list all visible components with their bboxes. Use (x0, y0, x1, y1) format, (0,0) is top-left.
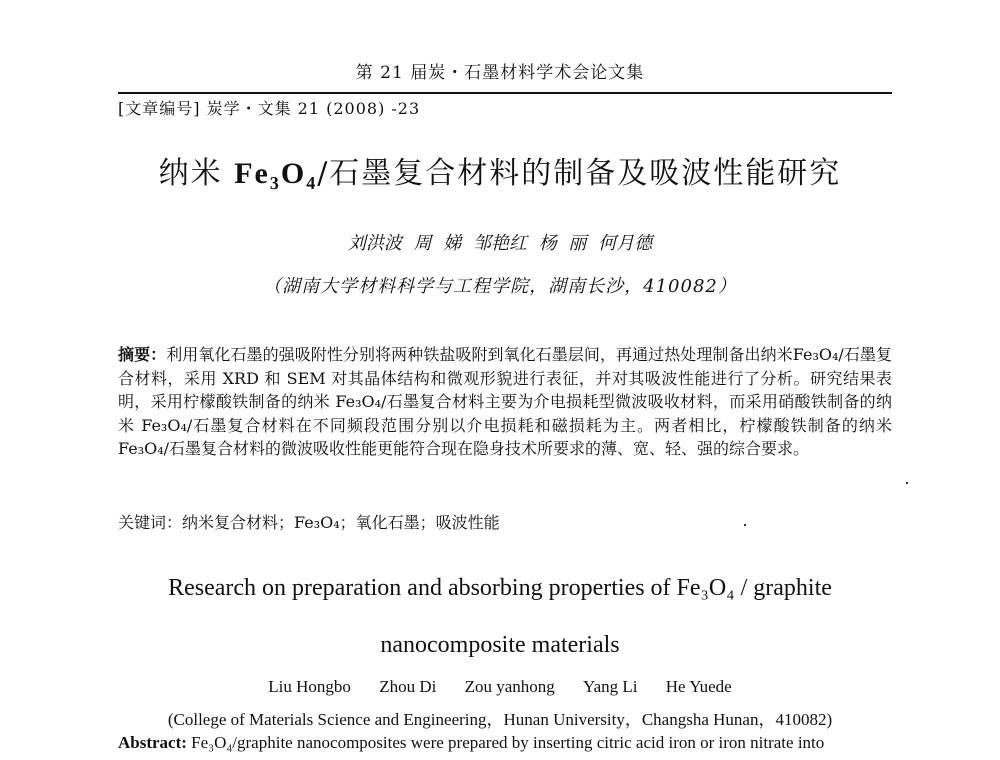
chinese-abstract (118, 343, 892, 461)
scan-speck (744, 524, 746, 526)
english-authors (0, 677, 1000, 697)
title-chemical: Fe₃O₄ (234, 157, 318, 190)
english-affiliation: (College of Materials Science and Engineering，Hunan University，Changsha Hunan，410082) (167, 710, 833, 729)
english-title-line2: nanocomposite materials (380, 632, 620, 658)
english-title-line1: Research on preparation and absorbing properties of Fe₃O₄ / graphite (168, 575, 832, 601)
header-rule (118, 92, 892, 94)
chinese-affiliation: （湖南大学材料科学与工程学院，湖南长沙，410082） (263, 276, 737, 297)
chinese-keywords (118, 510, 892, 533)
english-abstract (118, 733, 892, 753)
author-name: Zou yanhong (464, 677, 555, 696)
english-abstract-label: Abstract: (118, 733, 187, 752)
scan-speck (906, 482, 908, 484)
title-prefix: 纳米 (158, 156, 235, 191)
keywords-label: 关键词： (118, 513, 183, 532)
abstract-text: 利用氧化石墨的强吸附性分别将两种铁盐吸附到氧化石墨层间，再通过热处理制备出纳米Fe₃O₄/石墨复合材料，采用 XRD 和 SEM 对其晶体结构和微观形貌进行表征，并对其吸波性能进行了分析。研究结果表明，采用柠檬酸铁制备的纳米 Fe₃O₄/石墨复合材料主要为介电损耗型微波吸收材料，而采用硝酸铁制备的纳米 Fe₃O₄/石墨复合材料在不同频段范围分别以介电损耗和磁损耗为主。两者相比，柠檬酸铁制备的纳米 Fe₃O₄/石墨复合材料的微波吸收性能更能符合现在隐身技术所要求的薄、宽、轻、强的综合要求。 (118, 345, 892, 458)
chinese-title (0, 148, 1000, 192)
author-name: Liu Hongbo (268, 677, 351, 696)
journal-header: 第 21 届炭・石墨材料学术会论文集 (355, 63, 645, 83)
author-name: Yang Li (583, 677, 638, 696)
article-number: [文章编号] 炭学・文集 21 (2008) -23 (118, 99, 421, 118)
english-abstract-text: Fe₃O₄/graphite nanocomposites were prepared by inserting citric acid iron or iron nitrate into (191, 733, 825, 752)
title-suffix: /石墨复合材料的制备及吸波性能研究 (317, 156, 842, 191)
chinese-authors: 刘洪波 周 娣 邹艳红 杨 丽 何月德 (347, 233, 653, 254)
author-name: He Yuede (665, 677, 732, 696)
abstract-label: 摘要： (118, 345, 167, 364)
author-name: Zhou Di (379, 677, 437, 696)
keywords-text: 纳米复合材料；Fe₃O₄；氧化石墨；吸波性能 (182, 513, 500, 532)
